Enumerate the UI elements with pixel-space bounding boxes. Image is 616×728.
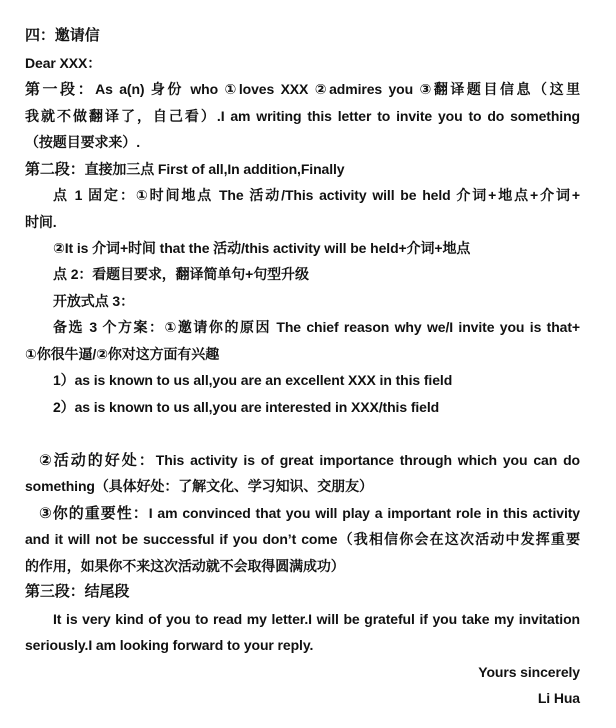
para3-line2: seriously.I am looking forward to your reply. [25, 637, 314, 653]
point1-line2: 时间. [25, 214, 57, 230]
para1-line3: （按题目要求来）. [25, 134, 140, 150]
importance-line2: and it will not be successful if you don’t come（我相信你会在这次活动中发挥重要 [25, 531, 580, 547]
salutation: Dear XXX： [25, 55, 102, 71]
signature: Li Hua [537, 690, 580, 706]
point3-options-line2: ①你很牛逼/②你对这方面有兴趣 [25, 346, 220, 362]
closing: Yours sincerely [478, 664, 580, 680]
para2-label: 第二段： [25, 161, 85, 178]
section-title: 四：邀请信 [25, 27, 100, 44]
benefit-label: ②活动的好处： [39, 452, 156, 469]
example-1: 1）as is known to us all,you are an excellent XXX in this field [53, 372, 453, 388]
para3-line1: It is very kind of you to read my letter.I will be grateful if you take my invitation [53, 611, 580, 627]
point1-line1: 点 1 固定：①时间地点 The 活动/This activity will be held 介词+地点+介词+ [53, 187, 580, 203]
importance-text: I am convinced that you will play a important role in this activity [148, 505, 580, 521]
para1-line2: 我就不做翻译了，自己看）.I am writing this letter to invite you to do something [25, 108, 580, 124]
importance-line3: 的作用，如果你不来这次活动就不会取得圆满成功） [25, 558, 345, 574]
point3-heading: 开放式点 3： [53, 293, 134, 309]
importance-label: ③你的重要性： [39, 505, 149, 522]
point2: 点 2：看题目要求，翻译简单句+句型升级 [53, 266, 309, 282]
para2-heading: 直接加三点 First of all,In addition,Finally [84, 161, 345, 177]
para1-line1 [25, 79, 580, 100]
para2-heading-line [25, 159, 345, 180]
para1-label: 第一段： [25, 81, 96, 98]
benefit-line1 [39, 450, 580, 471]
para3-label: 第三段：结尾段 [25, 583, 130, 600]
benefit-text: This activity is of great importance through which you can do [155, 452, 580, 468]
benefit-line2: something（具体好处：了解文化、学习知识、交朋友） [25, 478, 373, 494]
point3-options-line1: 备选 3 个方案：①邀请你的原因 The chief reason why we/I invite you is that+ [53, 319, 580, 335]
point1-alt: ②It is 介词+时间 that the 活动/this activity will be held+介词+地点 [53, 240, 471, 256]
importance-line1 [39, 503, 580, 524]
example-2: 2）as is known to us all,you are interested in XXX/this field [53, 399, 440, 415]
para1-line1-text: As a(n) 身份 who ①loves XXX ②admires you ③翻译题目信息（这里 [95, 81, 580, 97]
